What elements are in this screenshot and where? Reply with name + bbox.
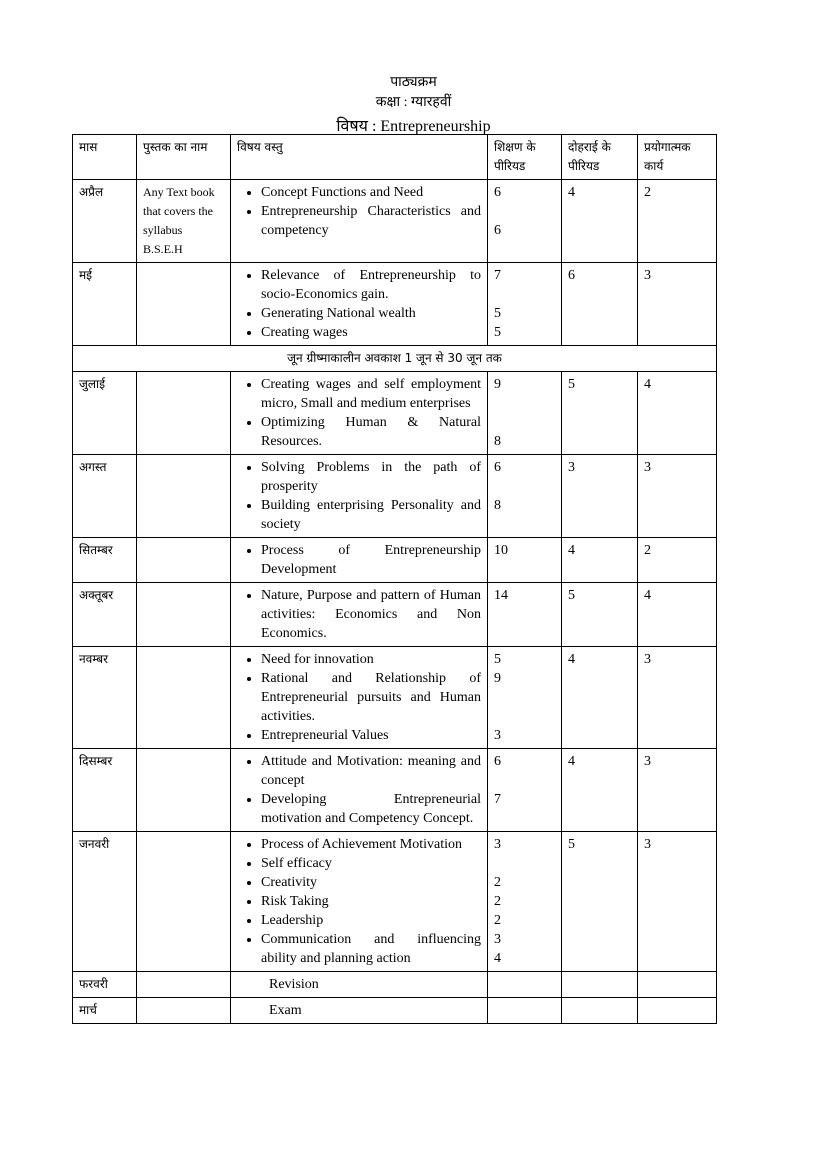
table-row [73, 538, 717, 583]
table-row [73, 583, 717, 647]
topic-list [237, 752, 481, 828]
teaching-periods-value [494, 285, 555, 304]
revision-periods-cell: 5 [562, 372, 638, 455]
revision-periods-cell: 6 [562, 263, 638, 346]
table-row [73, 972, 717, 998]
practical-work-cell [638, 998, 717, 1024]
teaching-periods-value: 9 [494, 377, 501, 392]
teaching-periods-value: 3 [494, 932, 501, 947]
revision-periods-cell: 3 [562, 455, 638, 538]
teaching-periods-value [494, 413, 555, 432]
book-cell [137, 538, 231, 583]
practical-work-cell: 3 [638, 455, 717, 538]
book-cell: Any Text book that covers the syllabus B.S.E.H [137, 180, 231, 263]
teaching-periods-value: 3 [494, 728, 501, 743]
topic-cell [231, 180, 488, 263]
topic-item: • Entrepreneurship Characteristics and competency [261, 202, 481, 240]
month-cell: सितम्बर [73, 538, 137, 583]
topic-item: • Concept Functions and Need [261, 183, 481, 202]
book-cell [137, 998, 231, 1024]
topic-item: • Risk Taking [261, 892, 481, 911]
month-cell: जुलाई [73, 372, 137, 455]
topic-cell [231, 372, 488, 455]
practical-work-cell: 3 [638, 647, 717, 749]
teaching-periods-value [494, 394, 555, 413]
teaching-periods-value: 7 [494, 268, 501, 283]
topic-cell [231, 647, 488, 749]
teaching-periods-cell [488, 998, 562, 1024]
teaching-periods-value: 7 [494, 792, 501, 807]
teaching-periods-value: 2 [494, 875, 501, 890]
teaching-periods-cell [488, 263, 562, 346]
topic-item: • Process of Entrepreneurship Development [261, 541, 481, 579]
revision-periods-cell: 4 [562, 180, 638, 263]
teaching-periods-value: 5 [494, 306, 501, 321]
table-row [73, 832, 717, 972]
book-cell [137, 647, 231, 749]
column-header: पुस्तक का नाम [137, 135, 231, 180]
month-cell: नवम्बर [73, 647, 137, 749]
month-cell: मार्च [73, 998, 137, 1024]
subject-heading: विषय : Entrepreneurship [336, 118, 491, 135]
column-header: विषय वस्तु [231, 135, 488, 180]
teaching-periods-value: 10 [494, 543, 508, 558]
table-row [73, 372, 717, 455]
teaching-periods-cell [488, 455, 562, 538]
teaching-periods-value: 4 [494, 951, 501, 966]
practical-work-cell: 3 [638, 832, 717, 972]
month-cell: अक्तूबर [73, 583, 137, 647]
revision-periods-cell: 4 [562, 647, 638, 749]
class-heading: कक्षा : ग्यारहवीं [375, 95, 452, 110]
month-cell: जनवरी [73, 832, 137, 972]
teaching-periods-value: 5 [494, 652, 501, 667]
doc-heading: पाठ्यक्रम [390, 75, 437, 90]
topic-list [237, 266, 481, 342]
topic-list [237, 375, 481, 451]
topic-item: • Building enterprising Personality and society [261, 496, 481, 534]
teaching-periods-cell [488, 180, 562, 263]
month-cell: फरवरी [73, 972, 137, 998]
topic-item: • Creativity [261, 873, 481, 892]
teaching-periods-value: 6 [494, 754, 501, 769]
teaching-periods-cell [488, 832, 562, 972]
topic-item: • Solving Problems in the path of prosperity [261, 458, 481, 496]
teaching-periods-cell [488, 372, 562, 455]
book-cell [137, 455, 231, 538]
topic-item: • Entrepreneurial Values [261, 726, 481, 745]
practical-work-cell [638, 972, 717, 998]
teaching-periods-value: 8 [494, 434, 501, 449]
topic-item: • Generating National wealth [261, 304, 481, 323]
teaching-periods-value: 5 [494, 325, 501, 340]
column-header: प्रयोगात्मक कार्य [638, 135, 717, 180]
revision-periods-cell [562, 998, 638, 1024]
book-cell [137, 583, 231, 647]
teaching-periods-cell [488, 538, 562, 583]
topic-list [237, 835, 481, 968]
topic-item: • Communication and influencing ability and planning action [261, 930, 481, 968]
revision-periods-cell: 4 [562, 538, 638, 583]
topic-item: • Process of Achievement Motivation [261, 835, 481, 854]
topic-list [237, 183, 481, 240]
topic-item: • Attitude and Motivation: meaning and concept [261, 752, 481, 790]
topic-cell: Revision [231, 972, 488, 998]
topic-item: • Relevance of Entrepreneurship to socio-Economics gain. [261, 266, 481, 304]
teaching-periods-value: 2 [494, 913, 501, 928]
practical-work-cell: 2 [638, 180, 717, 263]
book-cell [137, 749, 231, 832]
teaching-periods-value: 2 [494, 894, 501, 909]
book-cell [137, 972, 231, 998]
teaching-periods-cell [488, 647, 562, 749]
teaching-periods-value [494, 707, 555, 726]
teaching-periods-value: 9 [494, 671, 501, 686]
month-cell: मई [73, 263, 137, 346]
table-row [73, 180, 717, 263]
topic-list [237, 458, 481, 534]
topic-item: • Self efficacy [261, 854, 481, 873]
teaching-periods-value [494, 771, 555, 790]
teaching-periods-value [494, 688, 555, 707]
topic-item: • Rational and Relationship of Entrepreneurial pursuits and Human activities. [261, 669, 481, 726]
column-header: शिक्षण के पीरियड [488, 135, 562, 180]
teaching-periods-value: 6 [494, 460, 501, 475]
teaching-periods-cell [488, 749, 562, 832]
table-row [73, 749, 717, 832]
topic-item: • Optimizing Human & Natural Resources. [261, 413, 481, 451]
table-row [73, 455, 717, 538]
topic-cell [231, 263, 488, 346]
book-cell [137, 372, 231, 455]
vacation-row [73, 346, 717, 372]
topic-cell [231, 455, 488, 538]
column-header: दोहराई के पीरियड [562, 135, 638, 180]
topic-list [237, 586, 481, 643]
teaching-periods-value: 6 [494, 223, 501, 238]
topic-item: • Creating wages [261, 323, 481, 342]
topic-cell [231, 583, 488, 647]
topic-item: • Creating wages and self employment micro, Small and medium enterprises [261, 375, 481, 413]
teaching-periods-value [494, 854, 555, 873]
topic-cell: Exam [231, 998, 488, 1024]
header-row [73, 135, 717, 180]
topic-item: • Nature, Purpose and pattern of Human activities: Economics and Non Economics. [261, 586, 481, 643]
topic-item: • Need for innovation [261, 650, 481, 669]
revision-periods-cell [562, 972, 638, 998]
practical-work-cell: 2 [638, 538, 717, 583]
topic-cell [231, 749, 488, 832]
practical-work-cell: 3 [638, 749, 717, 832]
teaching-periods-value: 8 [494, 498, 501, 513]
teaching-periods-cell [488, 972, 562, 998]
revision-periods-cell: 5 [562, 832, 638, 972]
practical-work-cell: 3 [638, 263, 717, 346]
vacation-note: जून ग्रीष्माकालीन अवकाश 1 जून से 30 जून तक [73, 346, 717, 372]
practical-work-cell: 4 [638, 372, 717, 455]
month-cell: अगस्त [73, 455, 137, 538]
topic-list [237, 650, 481, 745]
teaching-periods-value: 3 [494, 837, 501, 852]
teaching-periods-value [494, 202, 555, 221]
teaching-periods-value: 6 [494, 185, 501, 200]
teaching-periods-cell [488, 583, 562, 647]
revision-periods-cell: 4 [562, 749, 638, 832]
topic-cell [231, 832, 488, 972]
book-cell [137, 263, 231, 346]
topic-cell [231, 538, 488, 583]
table-row [73, 263, 717, 346]
topic-item: • Leadership [261, 911, 481, 930]
teaching-periods-value [494, 477, 555, 496]
practical-work-cell: 4 [638, 583, 717, 647]
teaching-periods-value: 14 [494, 588, 508, 603]
month-cell: दिसम्बर [73, 749, 137, 832]
revision-periods-cell: 5 [562, 583, 638, 647]
book-cell [137, 832, 231, 972]
table-row [73, 647, 717, 749]
column-header: मास [73, 135, 137, 180]
month-cell: अप्रैल [73, 180, 137, 263]
topic-list [237, 541, 481, 579]
syllabus-table [72, 134, 717, 1024]
topic-item: • Developing Entrepreneurial motivation and Competency Concept. [261, 790, 481, 828]
table-row [73, 998, 717, 1024]
